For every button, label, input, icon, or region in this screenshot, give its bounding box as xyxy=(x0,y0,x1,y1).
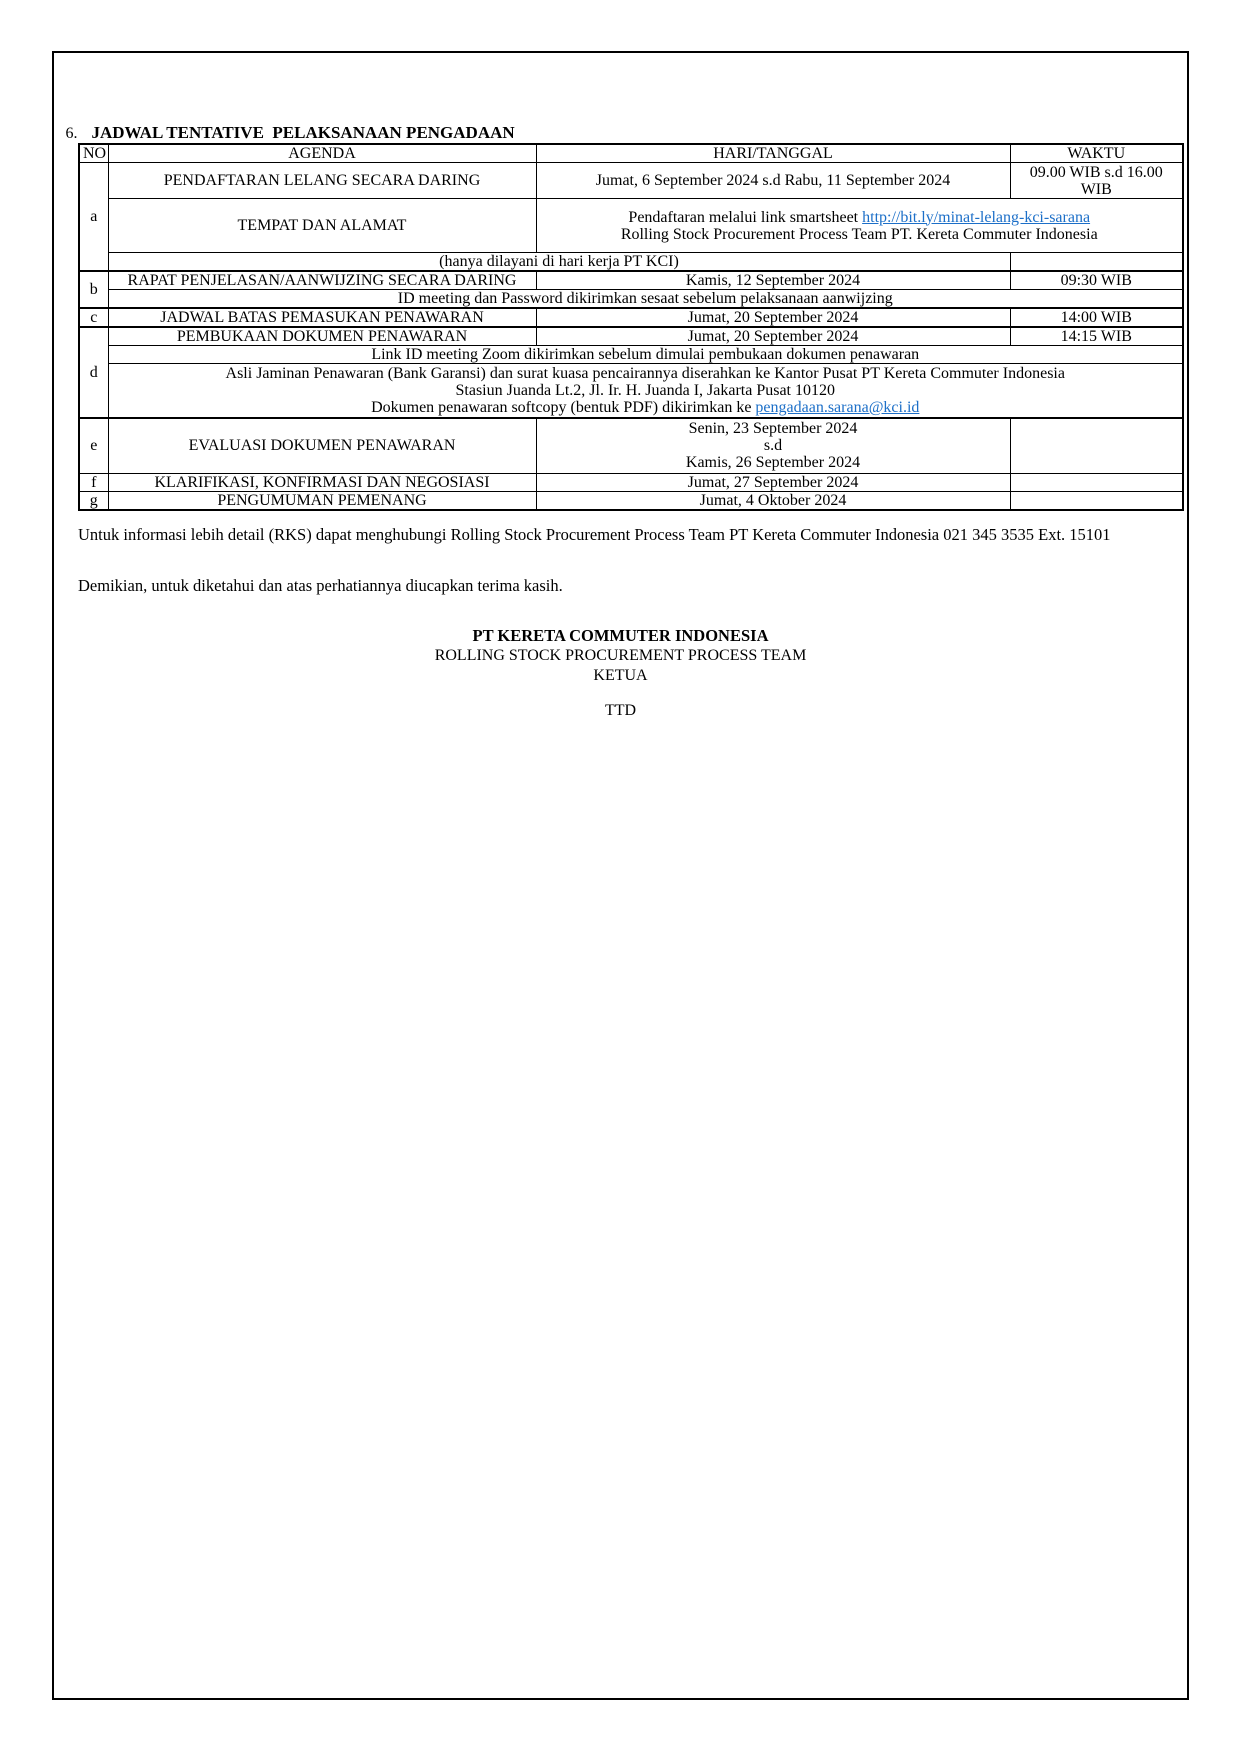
cell-waktu-pengumuman xyxy=(1010,492,1183,511)
cell-tanggal-batas-pemasukan: Jumat, 20 September 2024 xyxy=(536,308,1010,327)
cell-pembukaan-detail xyxy=(108,364,1183,418)
cell-agenda-rapat: RAPAT PENJELASAN/AANWIJZING SECARA DARING xyxy=(108,271,536,290)
cell-tanggal-klarifikasi: Jumat, 27 September 2024 xyxy=(536,474,1010,492)
signature-team: ROLLING STOCK PROCUREMENT PROCESS TEAM xyxy=(434,647,807,664)
table-row-a2 xyxy=(79,199,1183,253)
cell-agenda-batas-pemasukan: JADWAL BATAS PEMASUKAN PENAWARAN xyxy=(108,308,536,327)
cell-agenda-pendaftaran: PENDAFTARAN LELANG SECARA DARING xyxy=(108,163,536,199)
signature-role: KETUA xyxy=(593,667,648,684)
cell-rapat-note: ID meeting dan Password dikirimkan sesaat sebelum pelaksanaan aanwijzing xyxy=(108,290,1183,309)
cell-no-g: g xyxy=(79,492,108,511)
cell-no-f: f xyxy=(79,474,108,492)
cell-waktu-pendaftaran: 09.00 WIB s.d 16.00 WIB xyxy=(1010,163,1183,199)
procurement-email-link[interactable]: pengadaan.sarana@kci.id xyxy=(755,398,920,416)
contact-info-paragraph: Untuk informasi lebih detail (RKS) dapat menghubungi Rolling Stock Procurement Process Team PT Kereta Commuter Indonesia 021 345 3535 Ext. 15101 xyxy=(78,525,1111,544)
jaminan-line2: Stasiun Juanda Lt.2, Jl. Ir. H. Juanda I, Jakarta Pusat 10120 xyxy=(455,381,835,399)
table-row-b1 xyxy=(79,271,1183,290)
registration-link-line: Pendaftaran melalui link smartsheet http://bit.ly/minat-lelang-kci-sarana xyxy=(628,208,1091,226)
signature-company: PT KERETA COMMUTER INDONESIA xyxy=(472,626,769,645)
cell-no-c: c xyxy=(79,308,108,327)
header-hari-tanggal: HARI/TANGGAL xyxy=(536,144,1010,163)
cell-waktu-pembukaan: 14:15 WIB xyxy=(1010,327,1183,346)
table-row-a3 xyxy=(79,253,1183,272)
table-row-f xyxy=(79,474,1183,492)
header-no: NO xyxy=(79,144,108,163)
header-waktu: WAKTU xyxy=(1010,144,1183,163)
cell-tanggal-pembukaan: Jumat, 20 September 2024 xyxy=(536,327,1010,346)
cell-agenda-pengumuman: PENGUMUMAN PEMENANG xyxy=(108,492,536,511)
closing-paragraph: Demikian, untuk diketahui dan atas perhatiannya diucapkan terima kasih. xyxy=(78,576,563,595)
table-row-d1 xyxy=(79,327,1183,346)
cell-waktu-rapat: 09:30 WIB xyxy=(1010,271,1183,290)
cell-agenda-klarifikasi: KLARIFIKASI, KONFIRMASI DAN NEGOSIASI xyxy=(108,474,536,492)
signature-ttd: TTD xyxy=(604,702,637,719)
softcopy-line: Dokumen penawaran softcopy (bentuk PDF) dikirimkan ke pengadaan.sarana@kci.id xyxy=(371,398,920,416)
cell-pembukaan-zoom-note: Link ID meeting Zoom dikirimkan sebelum dimulai pembukaan dokumen penawaran xyxy=(108,346,1183,364)
signature-block xyxy=(52,626,1189,721)
cell-tempat-detail xyxy=(536,199,1183,253)
table-row-a1 xyxy=(79,163,1183,199)
section-number: 6. xyxy=(65,125,78,142)
table-row-c xyxy=(79,308,1183,327)
cell-no-d: d xyxy=(79,327,108,418)
cell-tanggal-pendaftaran: Jumat, 6 September 2024 s.d Rabu, 11 September 2024 xyxy=(536,163,1010,199)
cell-no-e: e xyxy=(79,418,108,474)
smartsheet-link[interactable]: http://bit.ly/minat-lelang-kci-sarana xyxy=(862,208,1091,226)
table-row-g xyxy=(79,492,1183,511)
cell-tanggal-rapat: Kamis, 12 September 2024 xyxy=(536,271,1010,290)
table-row-e xyxy=(79,418,1183,474)
cell-agenda-tempat-alamat: TEMPAT DAN ALAMAT xyxy=(108,199,536,253)
cell-agenda-pembukaan: PEMBUKAAN DOKUMEN PENAWARAN xyxy=(108,327,536,346)
jaminan-line1: Asli Jaminan Penawaran (Bank Garansi) dan surat kuasa pencairannya diserahkan ke Kantor Pusat PT Kereta Commuter Indonesia xyxy=(225,364,1065,382)
cell-no-b: b xyxy=(79,271,108,308)
tempat-team-line: Rolling Stock Procurement Process Team PT. Kereta Commuter Indonesia xyxy=(620,225,1098,243)
section-title: JADWAL TENTATIVE PELAKSANAAN PENGADAAN xyxy=(91,123,515,142)
cell-waktu-batas-pemasukan: 14:00 WIB xyxy=(1010,308,1183,327)
table-row-d2 xyxy=(79,346,1183,364)
schedule-table xyxy=(78,143,1184,511)
table-row-b2 xyxy=(79,290,1183,309)
cell-tanggal-pengumuman: Jumat, 4 Oktober 2024 xyxy=(536,492,1010,511)
table-header-row xyxy=(79,144,1183,163)
section-heading xyxy=(57,103,515,143)
cell-agenda-evaluasi: EVALUASI DOKUMEN PENAWARAN xyxy=(108,418,536,474)
cell-waktu-klarifikasi xyxy=(1010,474,1183,492)
cell-tanggal-evaluasi: Senin, 23 September 2024 s.d Kamis, 26 September 2024 xyxy=(536,418,1010,474)
table-row-d3 xyxy=(79,364,1183,418)
cell-tempat-note: (hanya dilayani di hari kerja PT KCI) xyxy=(108,253,1010,272)
cell-no-a: a xyxy=(79,163,108,272)
header-agenda: AGENDA xyxy=(108,144,536,163)
cell-waktu-evaluasi xyxy=(1010,418,1183,474)
